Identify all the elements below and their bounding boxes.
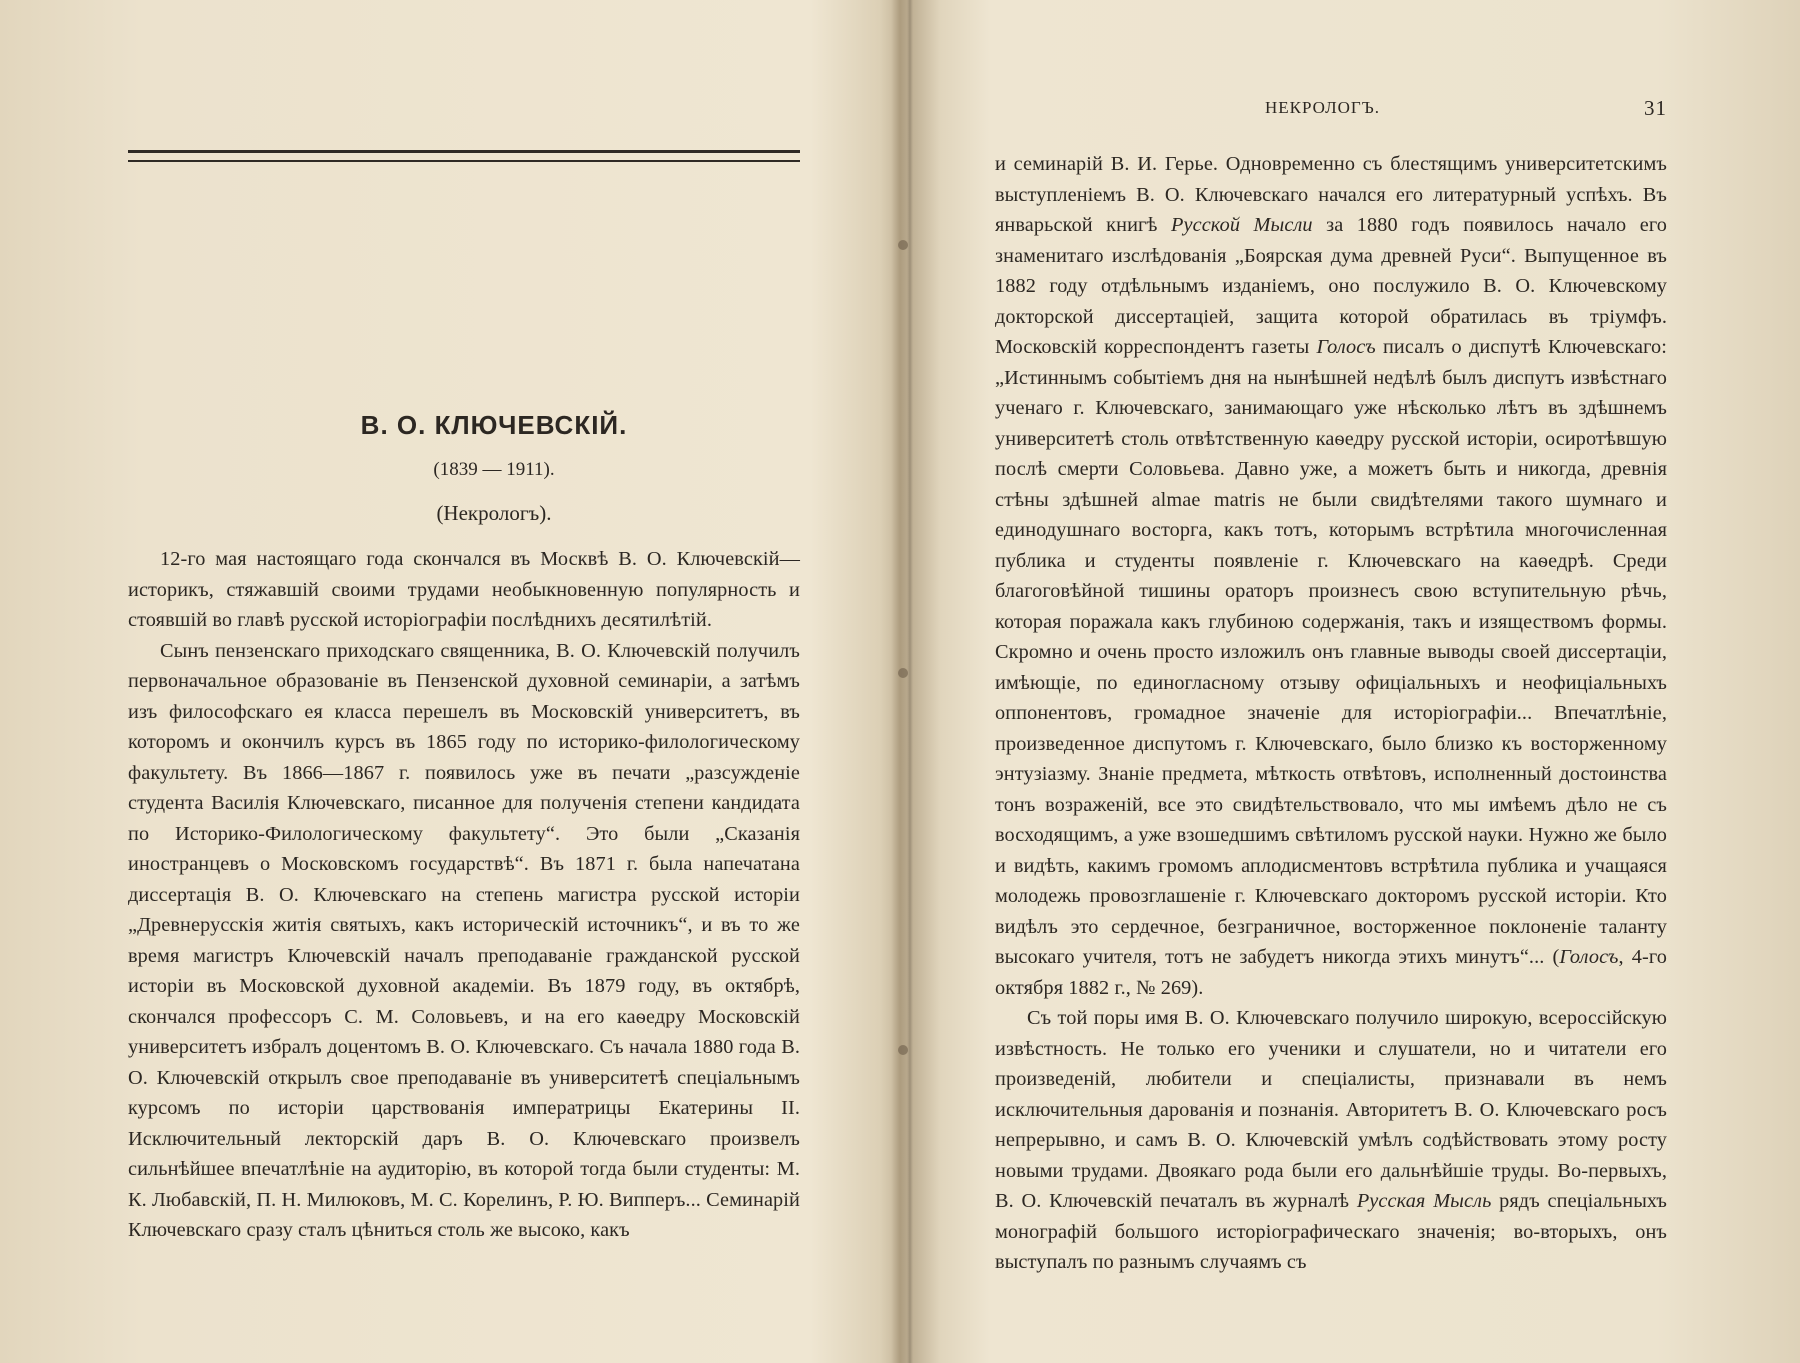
- text-run: писалъ о диспутѣ Ключевскаго: „Истиннымъ событіемъ дня на нынѣшней недѣлѣ былъ диспутъ извѣстнаго ученаго г. Ключевскаго, занимающаго уже нѣсколько лѣтъ въ здѣшнемъ университетѣ столь отвѣтственную каѳедру русской исторіи, осиротѣвшую послѣ смерти Соловьева. Давно уже, а можетъ быть и никогда, древнія стѣны здѣшней almae matris не были свидѣтелями такого шумнаго и единодушнаго восторга, какъ тотъ, которымъ встрѣтила многочисленная публика и студенты появленіе г. Ключевскаго на каѳедрѣ. Среди благоговѣйной тишины ораторъ произнесъ свою вступительную рѣчь, которая поражала какъ глубиною содержанія, такъ и изяществомъ формы. Скромно и очень просто изложилъ онъ главные выводы своей диссертаціи, имѣющіе, по единогласному отзыву офиціальныхъ и неофиціальныхъ оппонентовъ, громадное значеніе для исторіографіи... Впечатлѣніе, произведенное диспутомъ г. Ключевскаго, было близко къ восторженному энтузіазму. Знаніе предмета, мѣткость отвѣтовъ, исполненный достоинства тонъ возраженій, все это свидѣтельствовало, что мы имѣемъ дѣло не съ восходящимъ, а уже взошедшимъ свѣтиломъ русской науки. Нужно же было и видѣть, какимъ громомъ аплодисментовъ встрѣтила публика и учащаяся молодежь провозглашеніе г. Ключевскаго докторомъ русской исторіи. Кто видѣлъ это сердечное, безграничное, восторженное поклоненіе таланту высокаго учителя, тотъ не забудетъ никогда этихъ минутъ“... (: [995, 336, 1667, 968]
- paragraph: [995, 1003, 1667, 1278]
- binding-stitch: [898, 1045, 908, 1055]
- right-body: [995, 149, 1667, 1278]
- article-title: В. О. КЛЮЧЕВСКІЙ.: [360, 410, 628, 440]
- italic-title: Русской Мысли: [1171, 214, 1313, 236]
- paragraph: [995, 149, 1667, 1003]
- header-rule: [128, 150, 800, 162]
- italic-title: Голосъ: [1559, 946, 1619, 968]
- paragraph: Сынъ пензенскаго приходскаго священника, В. О. Ключевскій получилъ первоначальное образованіе въ Пензенской духовной семинаріи, а затѣмъ изъ философскаго ея класса перешелъ въ Московскій университетъ, въ которомъ и окончилъ курсъ въ 1865 году по историко-филологическому факультету. Въ 1866—1867 г. появилось уже въ печати „разсужденіе студента Василія Ключевскаго, писанное для полученія степени кандидата по Историко-Филологическому факультету“. Это были „Сказанія иностранцевъ о Московскомъ государствѣ“. Въ 1871 г. была напечатана диссертація В. О. Ключевскаго на степень магистра русской исторіи „Древнерусскія житія святыхъ, какъ историческій источникъ“, и въ то же время магистръ Ключевскій началъ преподаваніе гражданской русской исторіи въ Московской духовной академіи. Въ 1879 году, въ октябрѣ, скончался профессоръ С. М. Соловьевъ, и на его каѳедру Московскій университетъ избралъ доцентомъ В. О. Ключевскаго. Съ начала 1880 года В. О. Ключевскій открылъ свое преподаваніе въ университетѣ спеціальнымъ курсомъ по исторіи царствованія императрицы Екатерины II. Исключительный лекторскій даръ В. О. Ключевскаго произвелъ сильнѣйшее впечатлѣніе на аудиторію, въ которой тогда были студенты: М. К. Любавскій, П. Н. Милюковъ, М. С. Корелинъ, Р. Ю. Випперъ... Семинарій Ключевскаго сразу сталъ цѣниться столь же высоко, какъ: [128, 639, 800, 1241]
- paragraph: 12-го мая настоящаго года скончался въ Москвѣ В. О. Ключевскій—историкъ, стяжавшій своими трудами необыкновенную популярность и стоявшій во главѣ русской исторіографіи послѣднихъ десятилѣтій.: [128, 548, 800, 631]
- text-run: и семинарій В. И. Герье. Одновременно съ блестящимъ университетскимъ выступленіемъ В. О. Ключевскаго начался его литературный успѣхъ. Въ январьской книгѣ: [995, 153, 1667, 236]
- binding-stitch: [898, 240, 908, 250]
- page-number: 31: [1644, 96, 1667, 120]
- text-run: , 4-го октября 1882 г., № 269).: [995, 946, 1667, 999]
- life-dates: (1839 — 1911).: [433, 459, 555, 480]
- running-head-title: НЕКРОЛОГЪ.: [1265, 98, 1380, 117]
- article-subtitle: (Некрологъ).: [436, 501, 552, 525]
- right-page: [995, 98, 1667, 1278]
- italic-title: Русская Мысль: [1356, 1190, 1492, 1212]
- text-run: за 1880 годъ появилось начало его знаменитаго изслѣдованія „Боярская дума древней Руси“. Выпущенное въ 1882 году отдѣльнымъ изданіемъ, оно послужило В. О. Ключевскому докторской диссертаціей, защита которой обратилась въ тріумфъ. Московскій корреспондентъ газеты: [995, 214, 1667, 358]
- left-body: [128, 544, 800, 1246]
- text-run: рядъ спеціальныхъ монографій большого исторіографическаго значенія; во-вторыхъ, онъ выступалъ по разнымъ случаямъ съ: [995, 1190, 1667, 1273]
- binding-gutter: [880, 0, 940, 1363]
- binding-stitch: [898, 668, 908, 678]
- text-run: Съ той поры имя В. О. Ключевскаго получило широкую, всероссійскую извѣстность. Не только его ученики и слушатели, но и читатели его произведеній, любители и спеціалисты, признавали въ немъ исключительныя дарованія и познанія. Авторитетъ В. О. Ключевскаго росъ непрерывно, и самъ В. О. Ключевскій умѣлъ содѣйствовать этому росту новыми трудами. Двоякаго рода были его дальнѣйшіе труды. Во-первыхъ, В. О. Ключевскій печаталъ въ журналѣ: [995, 1007, 1667, 1212]
- italic-title: Голосъ: [1316, 336, 1376, 358]
- left-page: [128, 150, 800, 1246]
- running-head: [995, 98, 1667, 128]
